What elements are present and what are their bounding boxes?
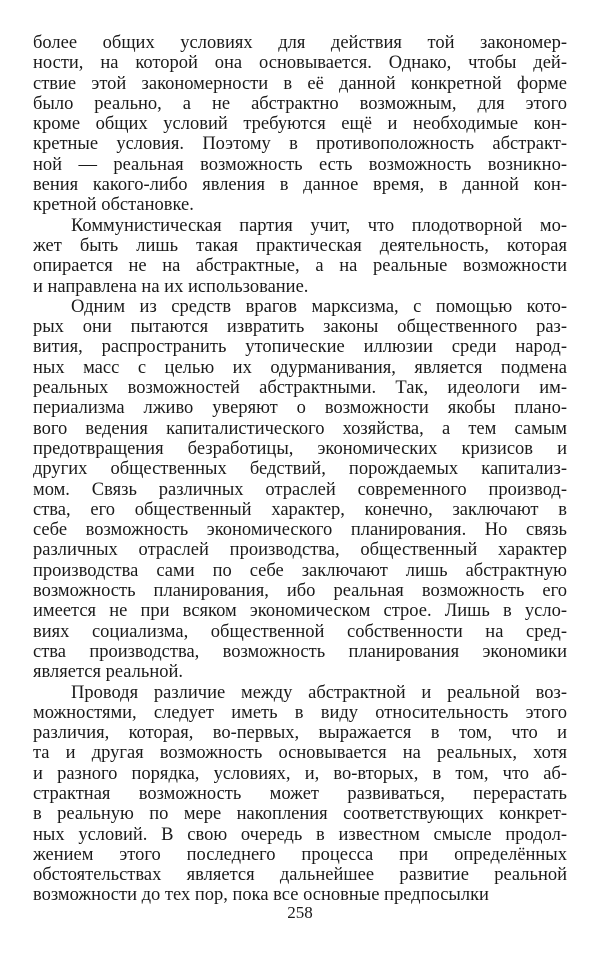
text-line: кроме общих условий требуются ещё и необходимые кон- [33, 114, 567, 135]
text-line: предотвращения безработицы, экономических кризисов и [33, 438, 567, 459]
text-line: ства производства, возможность планирования экономики [33, 641, 567, 662]
text-line: Проводя различие между абстрактной и реальной воз- [71, 682, 567, 703]
paragraph [33, 297, 567, 683]
text-line: Коммунистическая партия учит, что плодотворной мо- [71, 215, 567, 236]
text-line: можностями, следует иметь в виду относительность этого [33, 702, 567, 723]
text-line: периализма лживо уверяют о возможности якобы плано- [33, 398, 567, 419]
text-line: возможность планирования, ибо реальная возможность его [33, 581, 567, 602]
text-line: производства сами по себе заключают лишь абстрактную [33, 560, 567, 581]
page-body [33, 33, 567, 906]
text-line: ства, его общественный характер, конечно, заключают в [33, 499, 567, 520]
text-line: в реальную по мере накопления соответствующих конкрет- [33, 804, 567, 825]
text-line: и разного порядка, условиях, и, во-вторых, в том, что аб- [33, 763, 567, 784]
text-line: было реально, а не абстрактно возможным, для этого [33, 93, 567, 114]
text-line: Одним из средств врагов марксизма, с помощью кото- [71, 296, 567, 317]
text-line: себе возможность экономического планирования. Но связь [33, 520, 567, 541]
text-line: является реальной. [33, 662, 184, 683]
text-line: ствие этой закономерности в её данной конкретной форме [33, 73, 567, 94]
page-number: 258 [287, 903, 313, 922]
text-line: и направлена на их использование. [33, 276, 309, 297]
text-line: других общественных бедствий, порождаемых капитализ- [33, 459, 567, 480]
text-line: вития, распространить утопические иллюзии среди народ- [33, 337, 567, 358]
text-line: ных масс с целью их одурманивания, является подмена [33, 357, 567, 378]
text-line: различия, которая, во-первых, выражается в том, что и [33, 723, 567, 744]
text-line: вения какого-либо явления в данное время, в данной кон- [33, 175, 567, 196]
text-line: жет быть лишь такая практическая деятельность, которая [33, 235, 567, 256]
text-line: виях социализма, общественной собственности на сред- [33, 621, 567, 642]
text-line: страктная возможность может развиваться, перерастать [33, 783, 567, 804]
text-line: имеется не при всяком экономическом строе. Лишь в усло- [33, 601, 567, 622]
text-line: опирается не на абстрактные, а на реальные возможности [33, 256, 567, 277]
text-line: ной — реальная возможность есть возможность возникно- [33, 154, 567, 175]
text-line: ных условий. В свою очередь в известном смысле продол- [33, 824, 567, 845]
text-line: кретные условия. Поэтому в противоположность абстракт- [33, 134, 567, 155]
text-line: реальных возможностей абстрактными. Так, идеологи им- [33, 378, 567, 399]
paragraph [33, 216, 567, 297]
text-line: рых они пытаются извратить законы общественного раз- [33, 317, 567, 338]
paragraph [33, 33, 567, 216]
text-line: та и другая возможность основывается на реальных, хотя [33, 743, 567, 764]
text-line: вого ведения капиталистического хозяйства, а тем самым [33, 418, 567, 439]
text-line: более общих условиях для действия той закономер- [33, 33, 567, 53]
text-line: кретной обстановке. [33, 195, 194, 216]
text-line: жением этого последнего процесса при определённых [33, 844, 567, 865]
text-line: различных отраслей производства, общественный характер [33, 540, 567, 561]
paragraph [33, 683, 567, 906]
text-line: возможности до тех пор, пока все основные предпосылки [33, 885, 489, 906]
text-line: обстоятельствах является дальнейшее развитие реальной [33, 865, 567, 886]
text-line: мом. Связь различных отраслей современного производ- [33, 479, 567, 500]
text-line: ности, на которой она основывается. Однако, чтобы дей- [33, 53, 567, 74]
